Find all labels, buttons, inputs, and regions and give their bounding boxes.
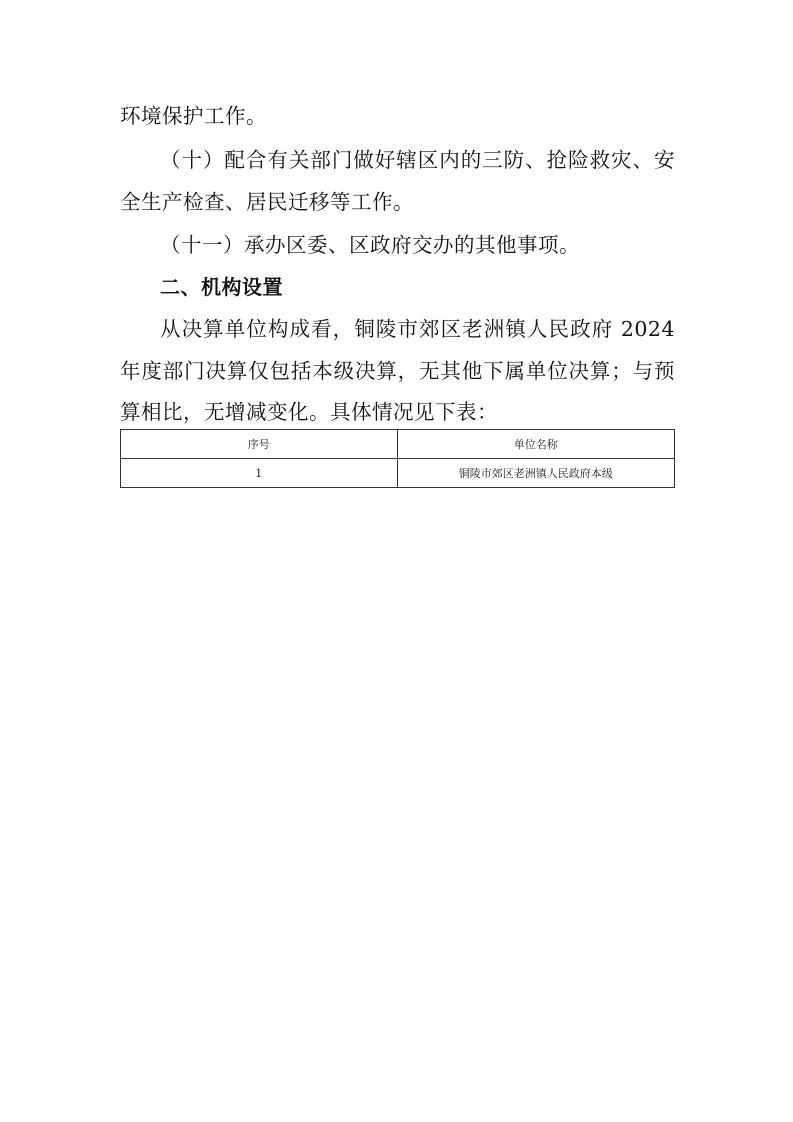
table-row bbox=[121, 459, 675, 488]
column-header-unit-name: 单位名称 bbox=[397, 430, 675, 459]
table-cell-unit-name: 铜陵市郊区老洲镇人民政府本级 bbox=[397, 459, 675, 488]
unit-table bbox=[120, 429, 675, 488]
body-paragraph-line-2: 年度部门决算仅包括本级决算，无其他下属单位决算；与预 bbox=[120, 359, 675, 383]
body-paragraph-line-3: 算相比，无增减变化。具体情况见下表： bbox=[120, 400, 498, 424]
list-item-10-line-1: （十）配合有关部门做好辖区内的三防、抢险救灾、安 bbox=[160, 148, 675, 172]
column-header-serial: 序号 bbox=[121, 430, 398, 459]
section-heading: 二、机构设置 bbox=[160, 275, 283, 299]
table-cell-serial: 1 bbox=[121, 459, 398, 488]
body-paragraph-line-1: 从决算单位构成看，铜陵市郊区老洲镇人民政府 2024 bbox=[160, 317, 675, 341]
paragraph-line: 环境保护工作。 bbox=[120, 104, 267, 128]
table-header-row bbox=[121, 430, 675, 459]
list-item-11: （十一）承办区委、区政府交办的其他事项。 bbox=[160, 233, 580, 257]
list-item-10-line-2: 全生产检查、居民迁移等工作。 bbox=[120, 190, 414, 214]
